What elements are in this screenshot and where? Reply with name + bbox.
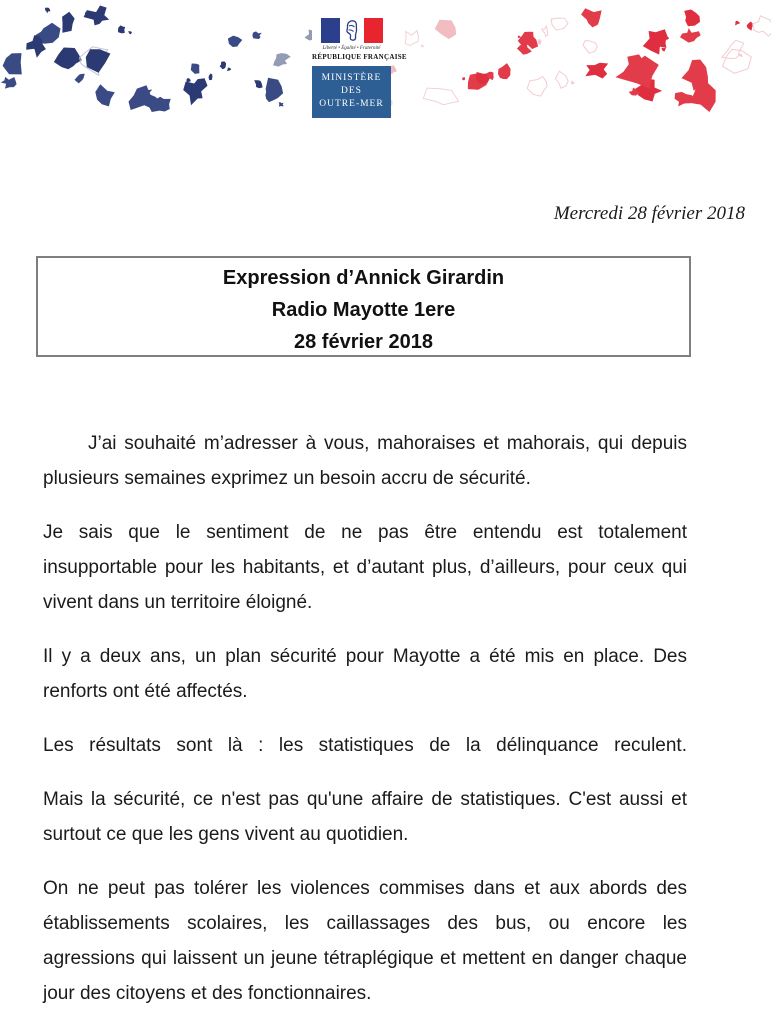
paragraph-2: Je sais que le sentiment de ne pas être entendu est totalement insupportable pour les habitants, et d’autant plus, d’ailleurs, pour ceux qui vivent dans un territoire éloigné. (43, 522, 687, 613)
flag-white-band (340, 18, 364, 43)
flag-blue-band (321, 18, 340, 43)
ministry-logo (312, 11, 407, 118)
title-box (36, 256, 691, 357)
date-line: Mercredi 28 février 2018 (553, 203, 745, 224)
paragraph-1: J’ai souhaité m’adresser à vous, mahoraises et mahorais, qui depuis plusieurs semaines exprimez un besoin accru de sécurité. (43, 433, 687, 489)
flag-red-band (364, 18, 383, 43)
ministry-name-box (312, 66, 391, 118)
document-body (43, 426, 687, 1024)
ministry-line-1: MINISTÈRE (321, 73, 382, 83)
header-band (0, 0, 771, 115)
paragraph-4: Les résultats sont là : les statistiques de la délinquance reculent. (43, 735, 687, 756)
paragraph-3: Il y a deux ans, un plan sécurité pour Mayotte a été mis en place. Des renforts ont été affectés. (43, 646, 687, 702)
logo-republic: RÉPUBLIQUE FRANÇAISE (312, 53, 407, 61)
ministry-line-2: DES (341, 86, 362, 96)
title-line-date: 28 février 2018 (293, 331, 433, 353)
marianne-icon (340, 18, 364, 43)
logo-motto: Liberté • Égalité • Fraternité (322, 46, 381, 51)
paragraph-5: Mais la sécurité, ce n'est pas qu'une affaire de statistiques. C'est aussi et surtout ce que les gens vivent au quotidien. (43, 789, 687, 845)
ministry-line-3: OUTRE-MER (319, 99, 384, 109)
french-flag-icon (321, 18, 383, 43)
title-line-speaker: Expression d’Annick Girardin (222, 267, 505, 289)
title-line-media: Radio Mayotte 1ere (271, 299, 456, 321)
paragraph-6: On ne peut pas tolérer les violences commises dans et aux abords des établissements scolaires, les caillassages des bus, ou encore les agressions qui laissent un jeune tétraplégique et mettent en danger chaque jour des citoyens et des fonctionnaires. (43, 878, 687, 1004)
